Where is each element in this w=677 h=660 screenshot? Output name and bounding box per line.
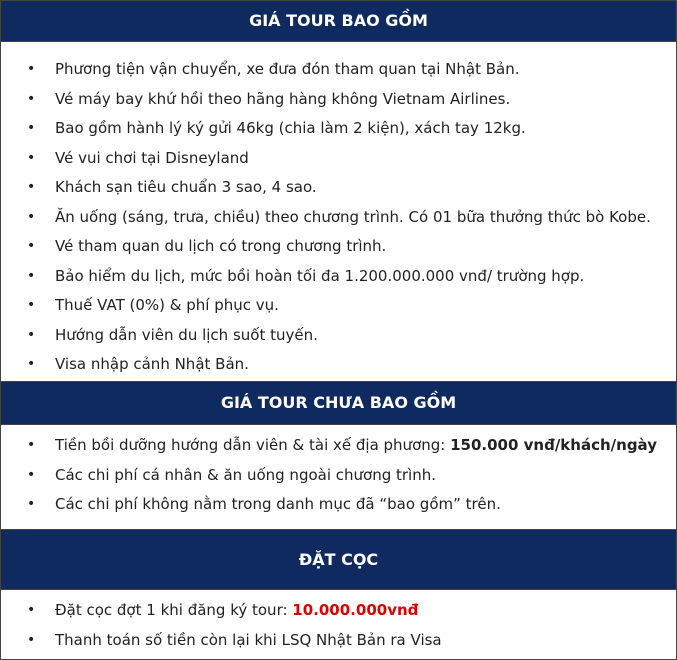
bullet-icon: • [27,61,36,77]
section-title: GIÁ TOUR BAO GỒM [249,11,428,30]
section-header-included [1,1,676,42]
section-title: GIÁ TOUR CHƯA BAO GỒM [220,393,457,412]
bullet-icon: • [27,149,36,166]
list-item: • Vé tham quan du lịch có trong chương trình. [1,232,676,262]
list-item: • Ăn uống (sáng, trưa, chiều) theo chương trình. Có 01 bữa thưởng thức bò Kobe. [1,203,676,233]
guide-tip-amount: 150.000 vnđ/khách/ngày [450,436,657,454]
bullet-icon: • [27,602,36,618]
section-title: ĐẶT CỌC [298,550,379,569]
bullet-icon: • [27,297,36,313]
bullet-icon: • [27,267,36,284]
list-item: • Thuế VAT (0%) & phí phục vụ. [1,291,676,321]
deposit-amount: 10.000.000vnđ [292,601,419,619]
list-item: • Phương tiện vận chuyển, xe đưa đón tham quan tại Nhật Bản. [1,55,676,85]
section-header-deposit [1,530,676,590]
list-item: • Hướng dẫn viên du lịch suốt tuyến. [1,321,676,351]
list-item: • Bảo hiểm du lịch, mức bồi hoàn tối đa 1.200.000.000 vnđ/ trường hợp. [1,262,676,292]
list-item: • Vé vui chơi tại Disneyland [1,144,676,174]
list-item: • Tiền bồi dưỡng hướng dẫn viên & tài xế địa phương: 150.000 vnđ/khách/ngày [1,431,676,461]
section-body-deposit [1,590,676,659]
list-item: • Khách sạn tiêu chuẩn 3 sao, 4 sao. [1,173,676,203]
bullet-icon: • [27,466,36,483]
list-item: • Visa nhập cảnh Nhật Bản. [1,350,676,380]
bullet-icon: • [27,208,36,225]
section-body-not-included [1,425,676,530]
bullet-icon: • [27,120,36,136]
bullet-icon: • [27,90,36,107]
bullet-icon: • [27,496,36,512]
bullet-icon: • [27,631,36,648]
bullet-icon: • [27,326,36,343]
list-item: • Vé máy bay khứ hồi theo hãng hàng không Vietnam Airlines. [1,85,676,115]
bullet-icon: • [27,179,36,195]
bullet-icon: • [27,437,36,453]
section-body-included [1,42,676,382]
list-item: • Các chi phí cá nhân & ăn uống ngoài chương trình. [1,461,676,491]
list-item: • Thanh toán số tiền còn lại khi LSQ Nhật Bản ra Visa [1,626,676,656]
list-item: • Các chi phí không nằm trong danh mục đã “bao gồm” trên. [1,490,676,520]
section-header-not-included [1,382,676,425]
bullet-icon: • [27,356,36,372]
list-item: • Đặt cọc đợt 1 khi đăng ký tour: 10.000.000vnđ [1,596,676,626]
bullet-icon: • [27,238,36,254]
list-item: • Bao gồm hành lý ký gửi 46kg (chia làm 2 kiện), xách tay 12kg. [1,114,676,144]
